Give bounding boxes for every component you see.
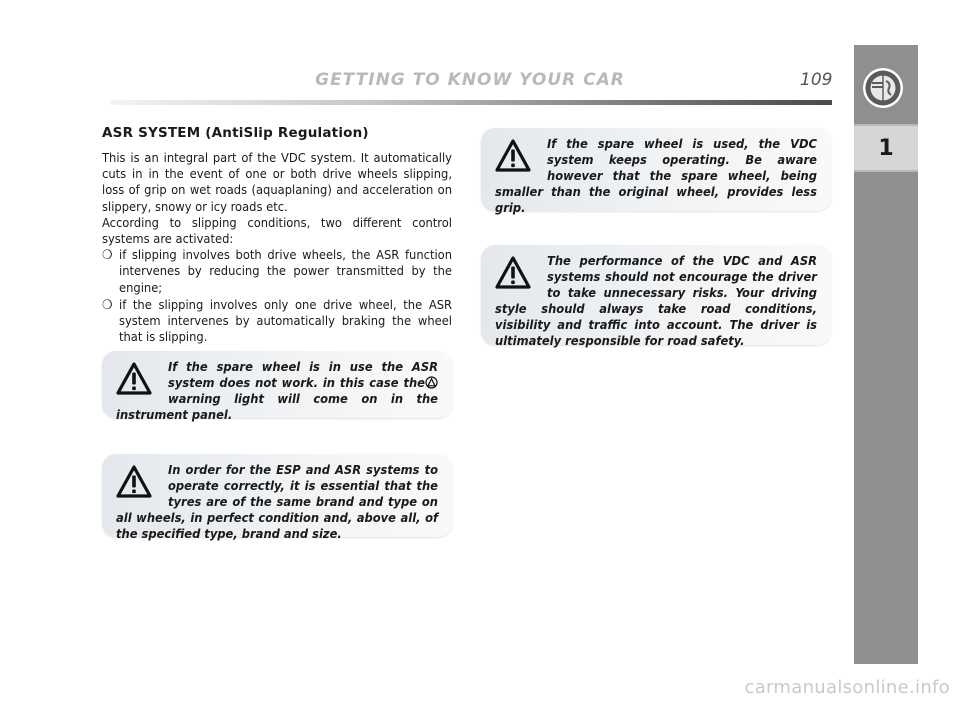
footer-watermark[interactable]: carmanualsonline.info: [744, 677, 950, 698]
chapter-tab[interactable]: 1: [854, 124, 918, 172]
bullet-circle-icon: ❍: [102, 248, 113, 264]
list-item: [102, 298, 452, 347]
header-rule: [110, 100, 832, 105]
warning-triangle-icon: [495, 139, 531, 173]
asr-paragraph-2: According to slipping conditions, two different control systems are activated:: [102, 215, 452, 248]
warning-box-spare-wheel-vdc: [481, 128, 831, 216]
warning-text: In order for the ESP and ASR systems to operate correctly, it is essential that the tyres are of the same brand and type on all wheels, in perfect condition and, above all, of the specified type, brand and size.: [116, 463, 438, 542]
warning-box-esp-asr-tyres: [102, 454, 452, 542]
warning-box-spare-wheel-asr: [102, 351, 452, 423]
section-heading: ASR SYSTEM (AntiSlip Regulation): [102, 125, 369, 141]
asr-paragraph-1: This is an integral part of the VDC system. It automatically cuts in in the event of one or both drive wheels slipping, loss of grip on wet roads (aquaplaning) and acceleration on slippery, snowy or icy roads etc.: [102, 151, 452, 215]
warning-text: The performance of the VDC and ASR systems should not encourage the driver to take unnecessary risks. Your driving style should always take road conditions, visibility and traffic into account. The driver is ultimately responsible for road safety.: [495, 254, 817, 349]
warning-text: If the spare wheel is in use the ASR system does not work. in this case the warning light will come on in the instrument panel.: [116, 360, 438, 423]
bullet-circle-icon: ❍: [102, 297, 113, 313]
warning-text: If the spare wheel is used, the VDC system keeps operating. Be aware however that the spare wheel, being smaller than the original wheel, provides less grip.: [495, 137, 817, 216]
asr-body: [102, 151, 452, 347]
warning-box-performance: [481, 245, 831, 349]
warning-triangle-icon: [116, 362, 152, 396]
header-title: GETTING TO KNOW YOUR CAR: [315, 70, 625, 90]
page-number: 109: [800, 70, 833, 90]
asr-warning-light-icon: [425, 376, 438, 389]
list-item: [102, 248, 452, 297]
alfa-romeo-logo-icon: [862, 67, 904, 109]
warning-triangle-icon: [116, 465, 152, 499]
asr-bullet-list: [102, 248, 452, 346]
bullet-text: if the slipping involves only one drive wheel, the ASR system intervenes by automatically braking the wheel that is slipping.: [119, 297, 452, 346]
bullet-text: if slipping involves both drive wheels, the ASR function intervenes by reducing the power transmitted by the engine;: [119, 248, 452, 296]
warning-triangle-icon: [495, 256, 531, 290]
